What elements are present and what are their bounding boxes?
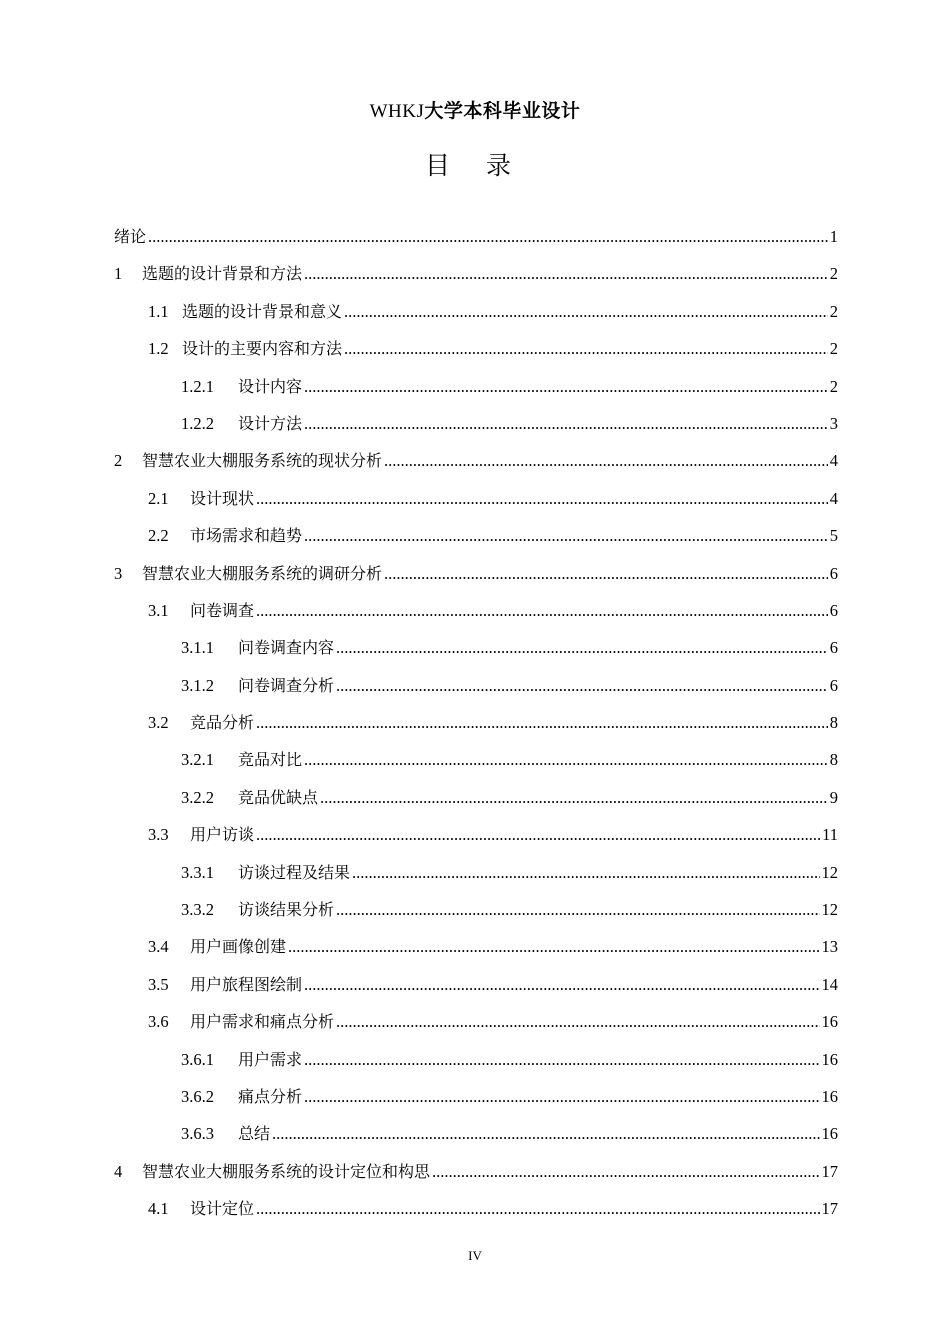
toc-entry-page: 2 [829,376,838,396]
page-number: IV [468,1248,482,1263]
toc-dot-leader [320,788,828,808]
toc-dot-leader [304,526,828,546]
toc-entry-page: 16 [821,1124,838,1144]
toc-entry[interactable] [114,1121,838,1158]
toc-entry-number: 3.1.1 [181,638,214,658]
toc-entry-title: 用户访谈 [190,825,255,845]
toc-dot-leader [256,713,828,733]
toc-dot-leader [336,638,828,658]
toc-entry-page: 16 [821,1086,838,1106]
toc-entry-title: 用户画像创建 [190,937,287,957]
toc-entry-number: 3.3.2 [181,900,214,920]
toc-entry-page: 16 [821,1049,838,1069]
toc-dot-leader [304,377,828,397]
toc-dot-leader [336,676,828,696]
toc-entry[interactable] [114,822,838,859]
toc-dot-leader [344,302,828,322]
toc-dot-leader [304,975,819,995]
toc-entry-title: 竞品优缺点 [238,787,319,807]
toc-entry-title: 问卷调查分析 [238,675,335,695]
toc-entry[interactable] [114,747,838,784]
toc-dot-leader [352,863,819,883]
toc-entry[interactable] [114,261,838,298]
toc-entry-page: 1 [829,227,838,246]
toc-entry-number: 3.3.1 [181,862,214,882]
toc-dot-leader [256,601,828,621]
toc-entry-number: 3.3 [148,825,169,845]
toc-entry-title: 访谈过程及结果 [238,862,351,882]
toc-entry-page: 2 [829,264,838,284]
toc-entry[interactable] [114,785,838,822]
toc-entry-title: 选题的设计背景和方法 [142,264,303,284]
toc-entry-number: 3.5 [148,974,169,994]
toc-entry-page: 14 [821,974,838,994]
toc-entry-number: 3.1 [148,600,169,620]
toc-entry-number: 2.2 [148,526,169,546]
toc-entry-page: 12 [821,862,838,882]
toc-entry-title: 市场需求和趋势 [190,526,303,546]
toc-entry-page: 17 [821,1199,838,1219]
toc-dot-leader [256,825,820,845]
toc-entry-page: 11 [822,825,838,845]
toc-entry-number: 1 [114,264,123,284]
toc-entry-title: 设计方法 [238,413,303,433]
toc-dot-leader [148,227,828,247]
toc-entry-page: 12 [821,900,838,920]
toc-dot-leader [384,451,828,471]
toc-entry-page: 4 [829,488,838,508]
toc-entry-number: 1.2.1 [181,376,214,396]
toc-entry-number: 1.2 [148,339,169,359]
toc-dot-leader [384,564,828,584]
toc-entry[interactable] [114,224,838,261]
toc-entry-number: 4.1 [148,1199,169,1219]
toc-dot-leader [272,1124,819,1144]
toc-entry-page: 3 [829,413,838,433]
toc-dot-leader [432,1162,819,1182]
toc-entry-page: 5 [829,526,838,546]
toc-entry-number: 1.2.2 [181,413,214,433]
toc-entry-number: 3 [114,563,123,583]
toc-entry[interactable] [114,411,838,448]
toc-entry[interactable] [114,710,838,747]
toc-entry-page: 13 [821,937,838,957]
toc-entry-number: 3.4 [148,937,169,957]
toc-dot-leader [344,339,828,359]
toc-entry-title: 问卷调查内容 [238,638,335,658]
toc-entry-page: 6 [829,675,838,695]
toc-entry-number: 3.2 [148,713,169,733]
document-header [0,96,950,123]
toc-entry-number: 3.1.2 [181,675,214,695]
table-of-contents [114,224,838,1234]
toc-entry-page: 16 [821,1012,838,1032]
toc-entry-title: 设计的主要内容和方法 [182,339,343,359]
toc-entry-page: 2 [829,301,838,321]
toc-entry[interactable] [114,486,838,523]
toc-entry-page: 6 [829,638,838,658]
toc-entry-title: 总结 [238,1124,271,1144]
toc-entry[interactable] [114,1196,838,1233]
toc-dot-leader [304,750,828,770]
toc-entry[interactable] [114,897,838,934]
toc-dot-leader [304,1087,819,1107]
toc-entry-title: 智慧农业大棚服务系统的现状分析 [142,451,383,471]
toc-entry-title: 竞品对比 [238,750,303,770]
toc-entry-number: 1.1 [148,301,169,321]
toc-entry-number: 3.6.3 [181,1124,214,1144]
toc-entry[interactable] [114,336,838,373]
toc-entry[interactable] [114,673,838,710]
toc-entry-page: 4 [829,451,838,471]
toc-dot-leader [288,937,819,957]
toc-entry[interactable] [114,934,838,971]
toc-entry-number: 3.6.2 [181,1086,214,1106]
toc-entry-number: 3.2.1 [181,750,214,770]
toc-entry-title: 绪论 [114,227,147,246]
toc-entry-title: 访谈结果分析 [238,900,335,920]
toc-entry-title: 设计现状 [190,488,255,508]
toc-entry[interactable] [114,523,838,560]
toc-entry-page: 8 [829,750,838,770]
header-title-cjk: 大学本科毕业设计 [424,100,581,122]
toc-entry[interactable] [114,860,838,897]
toc-entry[interactable] [114,972,838,1009]
toc-entry[interactable] [114,1009,838,1046]
toc-entry-number: 2.1 [148,488,169,508]
toc-entry-page: 17 [821,1161,838,1181]
toc-dot-leader [304,414,828,434]
toc-entry-title: 用户需求和痛点分析 [190,1012,335,1032]
toc-entry[interactable] [114,561,838,598]
toc-entry-page: 6 [829,563,838,583]
toc-entry-title: 设计定位 [190,1199,255,1219]
toc-dot-leader [304,1050,819,1070]
toc-entry-title: 用户旅程图绘制 [190,974,303,994]
toc-entry-title: 竞品分析 [190,713,255,733]
toc-entry[interactable] [114,448,838,485]
toc-entry[interactable] [114,299,838,336]
toc-dot-leader [336,1012,819,1032]
toc-entry-title: 设计内容 [238,376,303,396]
toc-entry-title: 痛点分析 [238,1086,303,1106]
toc-entry[interactable] [114,1047,838,1084]
toc-entry-title: 智慧农业大棚服务系统的调研分析 [142,563,383,583]
toc-entry-number: 3.2.2 [181,787,214,807]
toc-dot-leader [256,489,828,509]
toc-entry-page: 9 [829,787,838,807]
toc-entry[interactable] [114,374,838,411]
toc-entry[interactable] [114,635,838,672]
toc-entry[interactable] [114,598,838,635]
toc-entry-number: 4 [114,1161,123,1181]
toc-entry-number: 3.6.1 [181,1049,214,1069]
toc-dot-leader [304,264,828,284]
toc-entry-title: 选题的设计背景和意义 [182,301,343,321]
toc-entry-page: 6 [829,600,838,620]
toc-entry[interactable] [114,1084,838,1121]
toc-dot-leader [336,900,819,920]
toc-entry-page: 8 [829,713,838,733]
toc-entry-title: 问卷调查 [190,600,255,620]
toc-entry-title: 智慧农业大棚服务系统的设计定位和构思 [142,1161,431,1181]
toc-entry-number: 2 [114,451,123,471]
toc-entry-number: 3.6 [148,1012,169,1032]
toc-entry-page: 2 [829,339,838,359]
toc-entry[interactable] [114,1159,838,1196]
toc-heading: 目 录 [425,151,525,180]
header-title-latin: WHKJ [369,101,425,122]
toc-dot-leader [256,1199,819,1219]
toc-entry-title: 用户需求 [238,1049,303,1069]
